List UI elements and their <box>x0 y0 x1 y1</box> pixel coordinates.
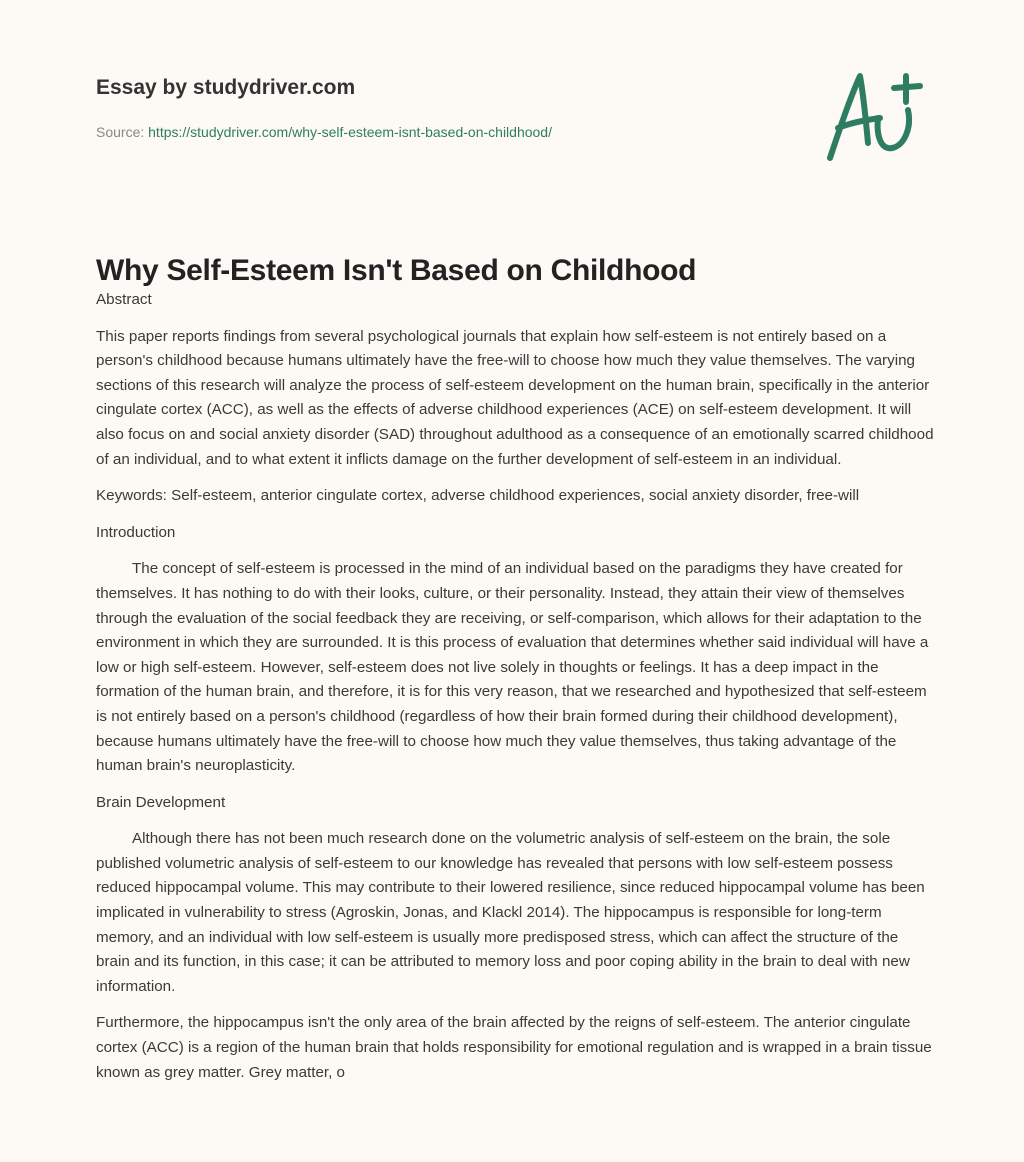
a-plus-logo-icon <box>820 68 930 168</box>
brain-development-paragraph-1: Although there has not been much research done on the volumetric analysis of self-esteem on the brain, the sole published volumetric analysis of self-esteem to our knowledge has revealed that persons with low self-esteem possess reduced hippocampal volume. This may contribute to their lowered resilience, since reduced hippocampal volume has been implicated in vulnerability to stress (Agroskin, Jonas, and Klackl 2014). The hippocampus is responsible for long-term memory, and an individual with low self-esteem is usually more predisposed stress, which can affect the structure of the brain and its function, in this case; it can be attributed to memory loss and poor coping ability in the brain to deal with new information. <box>96 830 925 995</box>
site-title: Essay by studydriver.com <box>96 76 356 99</box>
keywords-paragraph: Keywords: Self-esteem, anterior cingulate cortex, adverse childhood experiences, social anxiety disorder, free-will <box>96 487 860 505</box>
article-title: Why Self-Esteem Isn't Based on Childhood <box>96 254 697 287</box>
source-link[interactable]: https://studydriver.com/why-self-esteem-isnt-based-on-childhood/ <box>148 124 552 140</box>
brain-development-heading: Brain Development <box>96 793 226 811</box>
brain-development-paragraph-2: Furthermore, the hippocampus isn't the only area of the brain affected by the reigns of self-esteem. The anterior cingulate cortex (ACC) is a region of the human brain that holds responsibility for emotional regulation and is wrapped in a brain tissue known as grey matter. Grey matter, o <box>96 1014 932 1081</box>
introduction-heading: Introduction <box>96 523 176 541</box>
abstract-paragraph: This paper reports findings from several psychological journals that explain how self-esteem is not entirely based on a person's childhood because humans ultimately have the free-will to choose how much they value themselves. The varying sections of this research will analyze the process of self-esteem development on the human brain, specifically in the anterior cingulate cortex (ACC), as well as the effects of adverse childhood experiences (ACE) on self-esteem development. It will also focus on and social anxiety disorder (SAD) throughout adulthood as a consequence of an emotionally scarred childhood of an individual, and to what extent it inflicts damage on the further development of self-esteem in an individual. <box>96 327 934 468</box>
source-label: Source: <box>96 124 145 140</box>
abstract-heading: Abstract <box>96 291 152 308</box>
introduction-paragraph: The concept of self-esteem is processed in the mind of an individual based on the paradigms they have created for themselves. It has nothing to do with their looks, culture, or their personality. Instead, they attain their view of themselves through the evaluation of the social feedback they are receiving, or self-comparison, which allows for their adaptation to the environment in which they are surrounded. It is this process of evaluation that determines whether said individual will have a low or high self-esteem. However, self-esteem does not live solely in thoughts or feelings. It has a deep impact in the formation of the human brain, and therefore, it is for this very reason, that we researched and hypothesized that self-esteem is not entirely based on a person's childhood (regardless of how their brain formed during their childhood development), because humans ultimately have the free-will to choose how much they value themselves, thus taking advantage of the human brain's neuroplasticity. <box>96 560 929 775</box>
source-line <box>96 124 552 140</box>
article-body <box>96 288 936 1097</box>
